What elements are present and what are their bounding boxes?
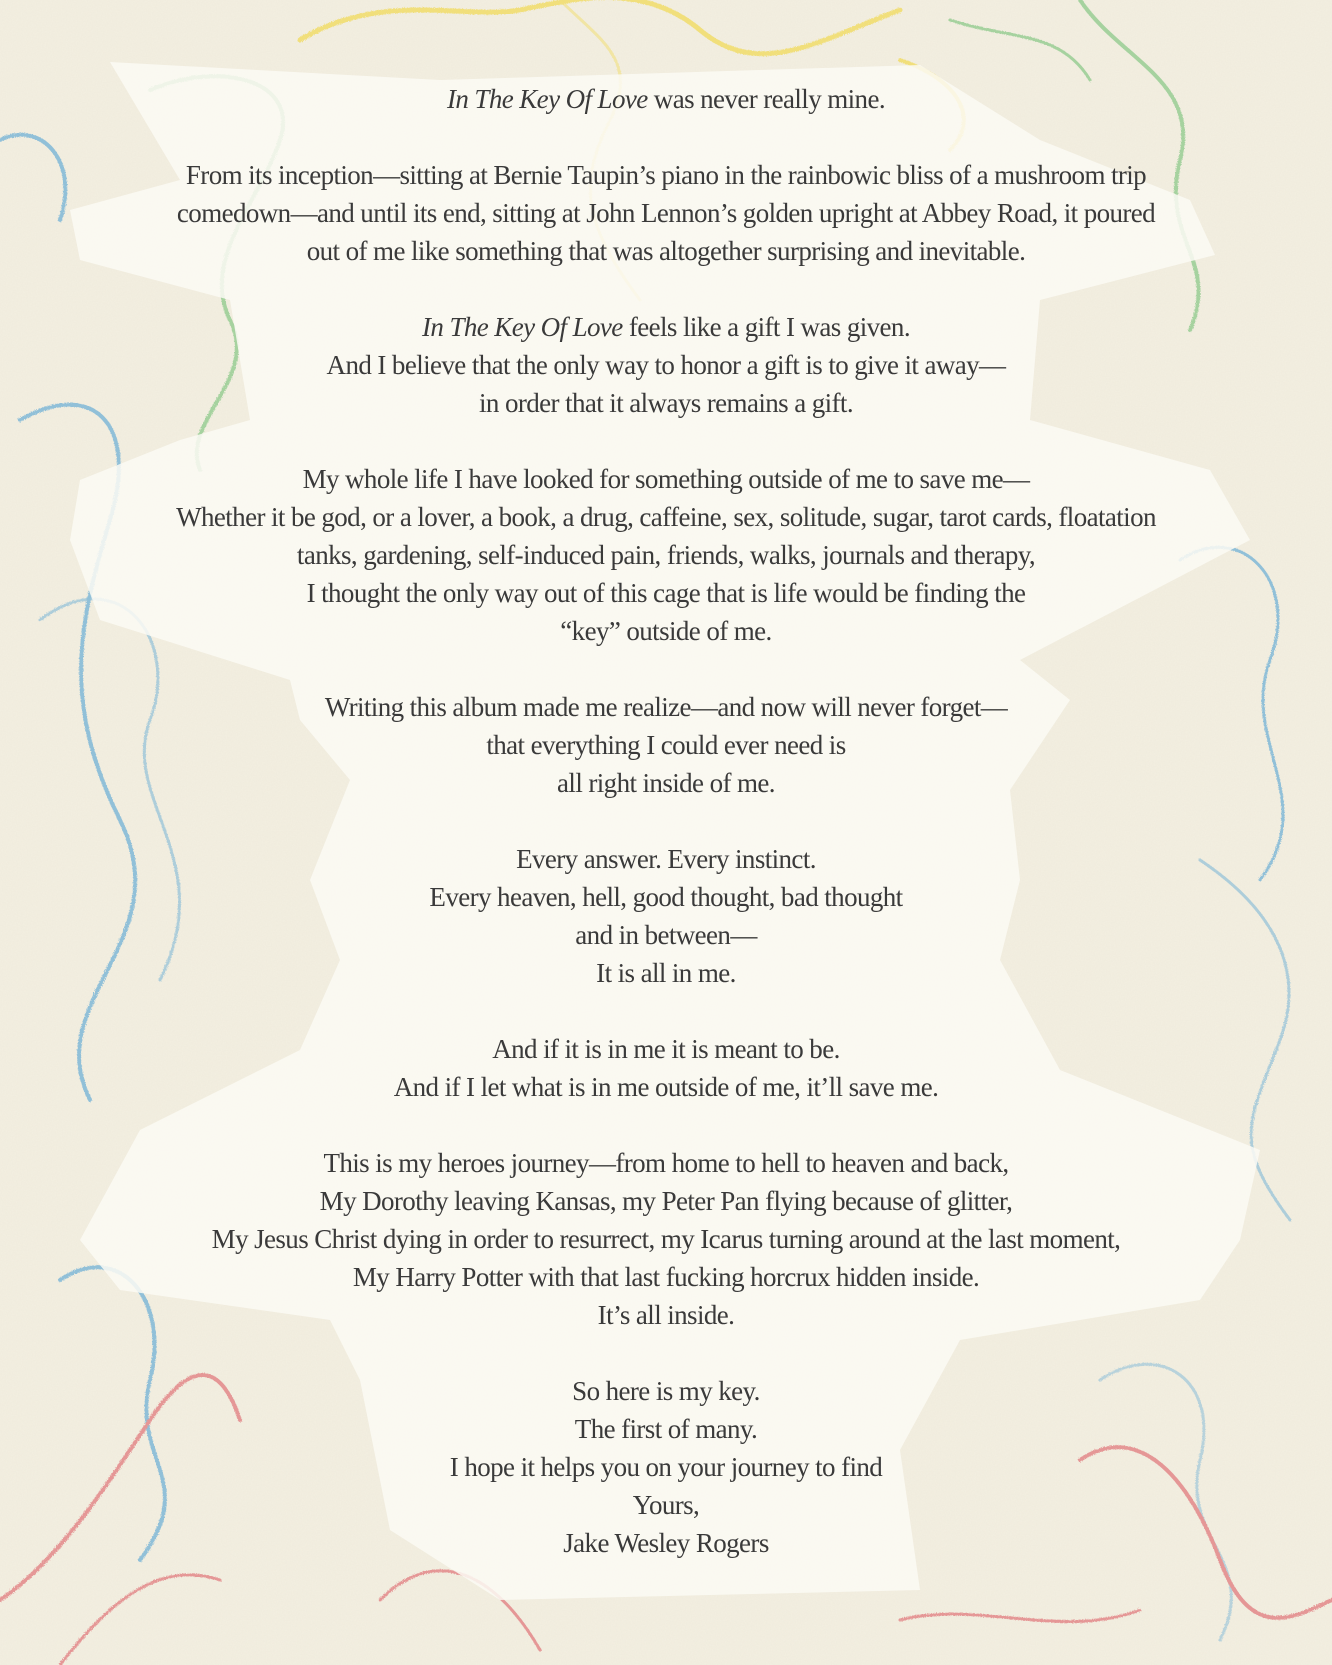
letter-body [0, 80, 1332, 1562]
text-line: Writing this album made me realize—and now will never forget— [324, 692, 1008, 722]
text-line: Every answer. Every instinct. [516, 844, 816, 874]
text-line: out of me like something that was altogether surprising and inevitable. [306, 236, 1026, 266]
stanza-inception [0, 156, 1332, 270]
album-title: In The Key Of Love [446, 84, 648, 114]
text-line: I thought the only way out of this cage that is life would be finding the [306, 578, 1026, 608]
text-line: It’s all inside. [597, 1300, 735, 1330]
text-line: And if I let what is in me outside of me, it’ll save me. [393, 1072, 939, 1102]
text-line: My Dorothy leaving Kansas, my Peter Pan flying because of glitter, [319, 1186, 1013, 1216]
text-line: comedown—and until its end, sitting at John Lennon’s golden upright at Abbey Road, it poured [176, 198, 1156, 228]
stanza-search [0, 460, 1332, 650]
signature-name: Jake Wesley Rogers [563, 1528, 769, 1558]
text-line: and in between— [575, 920, 757, 950]
text-line: “key” outside of me. [560, 616, 772, 646]
text-line: in order that it always remains a gift. [479, 388, 853, 418]
text-line: tanks, gardening, self-induced pain, friends, walks, journals and therapy, [296, 540, 1036, 570]
text-line: The first of many. [574, 1414, 758, 1444]
text-line: My Jesus Christ dying in order to resurrect, my Icarus turning around at the last moment, [211, 1224, 1121, 1254]
stanza-gift [0, 308, 1332, 422]
text-line: So here is my key. [572, 1376, 760, 1406]
stanza-realize [0, 688, 1332, 802]
text-line: all right inside of me. [557, 768, 775, 798]
stanza-closing [0, 1372, 1332, 1562]
sign-off: Yours, [632, 1490, 700, 1520]
text-line: And I believe that the only way to honor a gift is to give it away— [326, 350, 1006, 380]
text-line: My whole life I have looked for something outside of me to save me— [302, 464, 1030, 494]
text-line: It is all in me. [596, 958, 736, 988]
text-line: My Harry Potter with that last fucking horcrux hidden inside. [352, 1262, 980, 1292]
gift-text: feels like a gift I was given. [622, 312, 910, 342]
text-line: This is my heroes journey—from home to hell to heaven and back, [323, 1148, 1009, 1178]
text-line: I hope it helps you on your journey to find [449, 1452, 883, 1482]
stanza-intro [0, 80, 1332, 118]
text-line: Whether it be god, or a lover, a book, a drug, caffeine, sex, solitude, sugar, tarot cards, floatation [176, 502, 1156, 532]
stanza-journey [0, 1144, 1332, 1334]
text-line: And if it is in me it is meant to be. [492, 1034, 840, 1064]
stanza-answers [0, 840, 1332, 992]
intro-line [0, 80, 1332, 118]
intro-text: was never really mine. [647, 84, 885, 114]
stanza-meant [0, 1030, 1332, 1106]
text-line: Every heaven, hell, good thought, bad thought [429, 882, 903, 912]
gift-line [0, 308, 1332, 346]
text-line: From its inception—sitting at Bernie Taupin’s piano in the rainbowic bliss of a mushroom trip [185, 160, 1147, 190]
text-line: that everything I could ever need is [486, 730, 846, 760]
album-title: In The Key Of Love [422, 312, 623, 342]
